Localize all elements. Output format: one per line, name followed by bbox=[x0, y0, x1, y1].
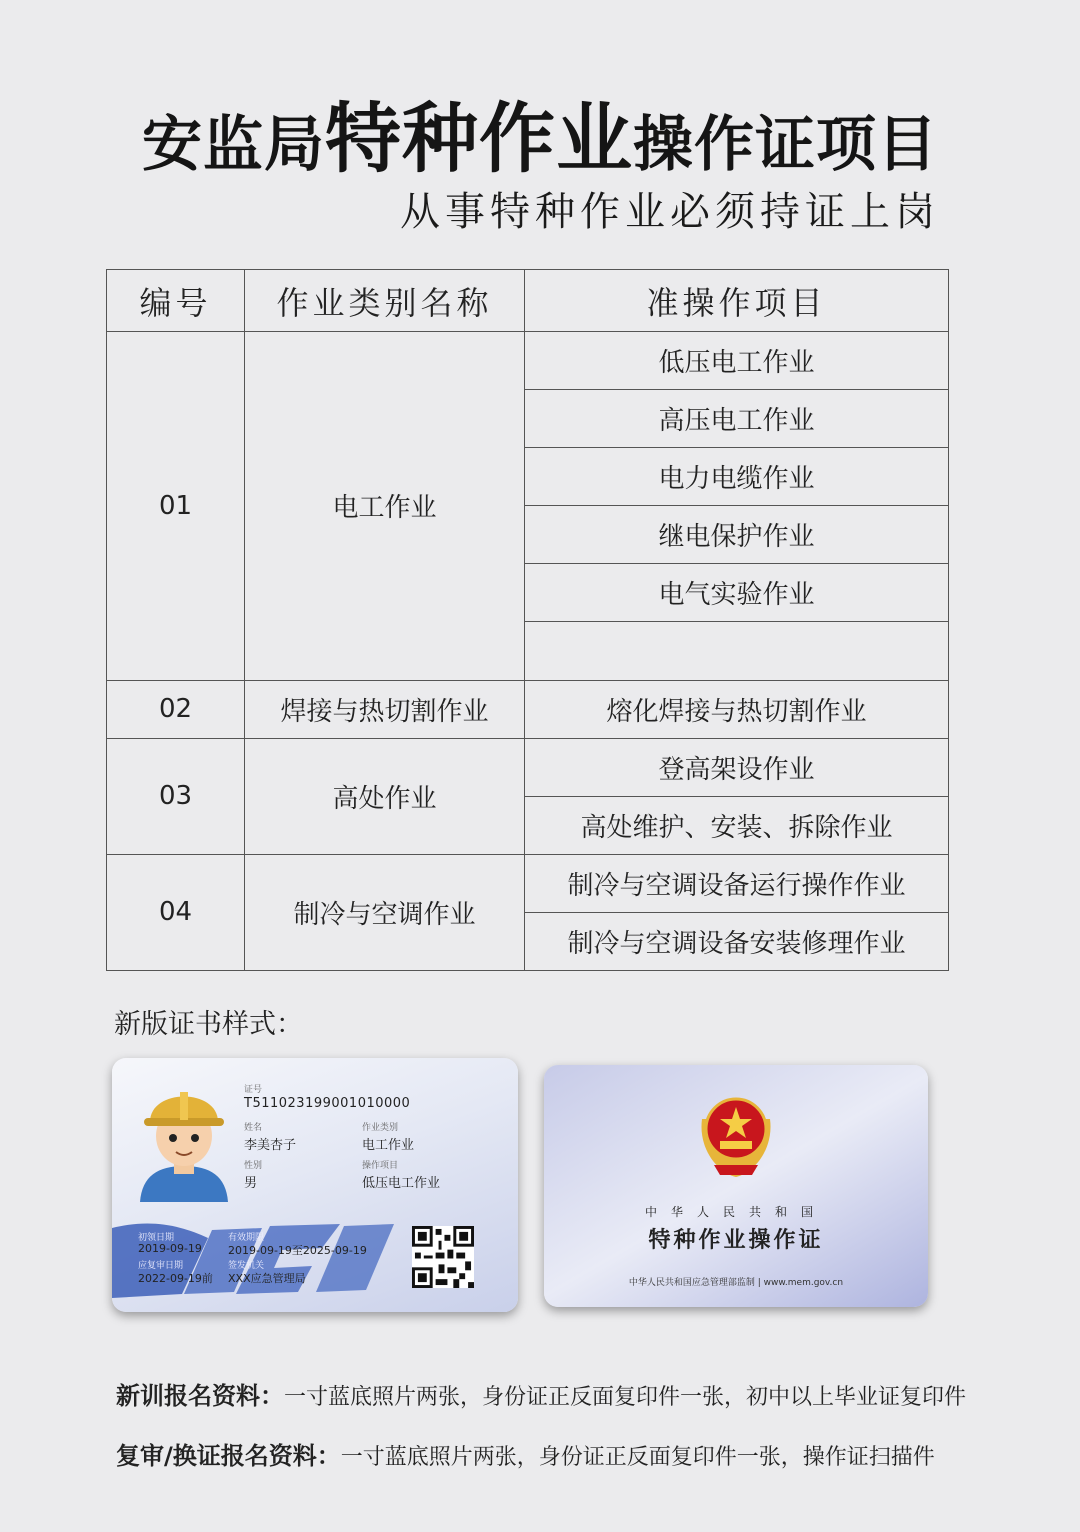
item-cell: 制冷与空调设备运行操作作业 bbox=[525, 854, 949, 912]
cards-section-label: 新版证书样式： bbox=[114, 1009, 303, 1040]
table-row bbox=[107, 332, 949, 390]
gender-value: 男 bbox=[244, 1176, 258, 1191]
gender-label: 性别 bbox=[244, 1161, 263, 1171]
page-subtitle: 从事特种作业必须持证上岗 bbox=[400, 189, 940, 235]
item-cell: 低压电工作业 bbox=[525, 332, 949, 390]
title-part2: 特种作业 bbox=[325, 94, 633, 183]
valid-label: 有效期限 bbox=[228, 1233, 265, 1243]
title-part3: 操作证项目 bbox=[633, 110, 938, 180]
certificate-back-card bbox=[544, 1065, 928, 1307]
item-cell: 继电保护作业 bbox=[525, 506, 949, 564]
review-value: 2022-09-19前 bbox=[138, 1272, 213, 1285]
national-emblem-icon bbox=[694, 1089, 778, 1181]
category-cell: 焊接与热切割作业 bbox=[245, 680, 525, 738]
renewal-text: 一寸蓝底照片两张，身份证正反面复印件一张，操作证扫描件 bbox=[340, 1445, 935, 1470]
item-label: 操作项目 bbox=[362, 1161, 399, 1171]
worker-avatar-icon bbox=[134, 1078, 234, 1202]
first-date-label: 初领日期 bbox=[138, 1233, 175, 1243]
new-training-note bbox=[116, 1376, 966, 1411]
item-cell-empty bbox=[525, 622, 949, 680]
id-label: 证号 bbox=[244, 1085, 263, 1095]
issuer-footer: 中华人民共和国应急管理部监制 | www.mem.gov.cn bbox=[628, 1278, 844, 1288]
issuer-value: XXX应急管理局 bbox=[228, 1272, 306, 1285]
renewal-note bbox=[116, 1436, 935, 1471]
item-value: 低压电工作业 bbox=[362, 1176, 441, 1191]
item-cell: 电气实验作业 bbox=[525, 564, 949, 622]
item-cell: 电力电缆作业 bbox=[525, 448, 949, 506]
table-row bbox=[107, 738, 949, 796]
review-label: 应复审日期 bbox=[138, 1261, 184, 1271]
table-row bbox=[107, 854, 949, 912]
page-title bbox=[0, 78, 1080, 187]
renewal-label: 复审/换证报名资料： bbox=[116, 1442, 341, 1470]
valid-value: 2019-09-19至2025-09-19 bbox=[228, 1244, 367, 1257]
new-training-label: 新训报名资料： bbox=[116, 1382, 284, 1410]
first-date-value: 2019-09-19 bbox=[138, 1242, 202, 1255]
header-items: 准操作项目 bbox=[525, 270, 949, 332]
issuer-label: 签发机关 bbox=[228, 1261, 265, 1271]
table-row bbox=[107, 680, 949, 738]
country-name: 中华人民共和国 bbox=[644, 1205, 827, 1219]
certificate-title: 特种作业操作证 bbox=[648, 1228, 824, 1253]
table-header-row bbox=[107, 270, 949, 332]
item-cell: 高压电工作业 bbox=[525, 390, 949, 448]
category-cell: 制冷与空调作业 bbox=[245, 854, 525, 970]
name-label: 姓名 bbox=[244, 1123, 263, 1133]
category-cell: 高处作业 bbox=[245, 738, 525, 854]
name-value: 李美杏子 bbox=[244, 1138, 297, 1153]
certificate-front-card bbox=[112, 1058, 518, 1312]
id-value: T511023199001010000 bbox=[244, 1096, 411, 1111]
operations-table bbox=[106, 269, 949, 971]
code-cell: 03 bbox=[107, 738, 245, 854]
type-label: 作业类别 bbox=[362, 1123, 399, 1133]
category-cell: 电工作业 bbox=[245, 332, 525, 680]
item-cell: 制冷与空调设备安装修理作业 bbox=[525, 912, 949, 970]
item-cell: 高处维护、安装、拆除作业 bbox=[525, 796, 949, 854]
item-cell: 熔化焊接与热切割作业 bbox=[525, 680, 949, 738]
new-training-text: 一寸蓝底照片两张，身份证正反面复印件一张，初中以上毕业证复印件 bbox=[284, 1385, 967, 1410]
code-cell: 01 bbox=[107, 332, 245, 680]
item-cell: 登高架设作业 bbox=[525, 738, 949, 796]
code-cell: 02 bbox=[107, 680, 245, 738]
qr-code-icon bbox=[412, 1226, 474, 1288]
code-cell: 04 bbox=[107, 854, 245, 970]
type-value: 电工作业 bbox=[362, 1138, 415, 1153]
title-part1: 安监局 bbox=[142, 110, 325, 180]
header-category: 作业类别名称 bbox=[245, 270, 525, 332]
header-code: 编号 bbox=[107, 270, 245, 332]
